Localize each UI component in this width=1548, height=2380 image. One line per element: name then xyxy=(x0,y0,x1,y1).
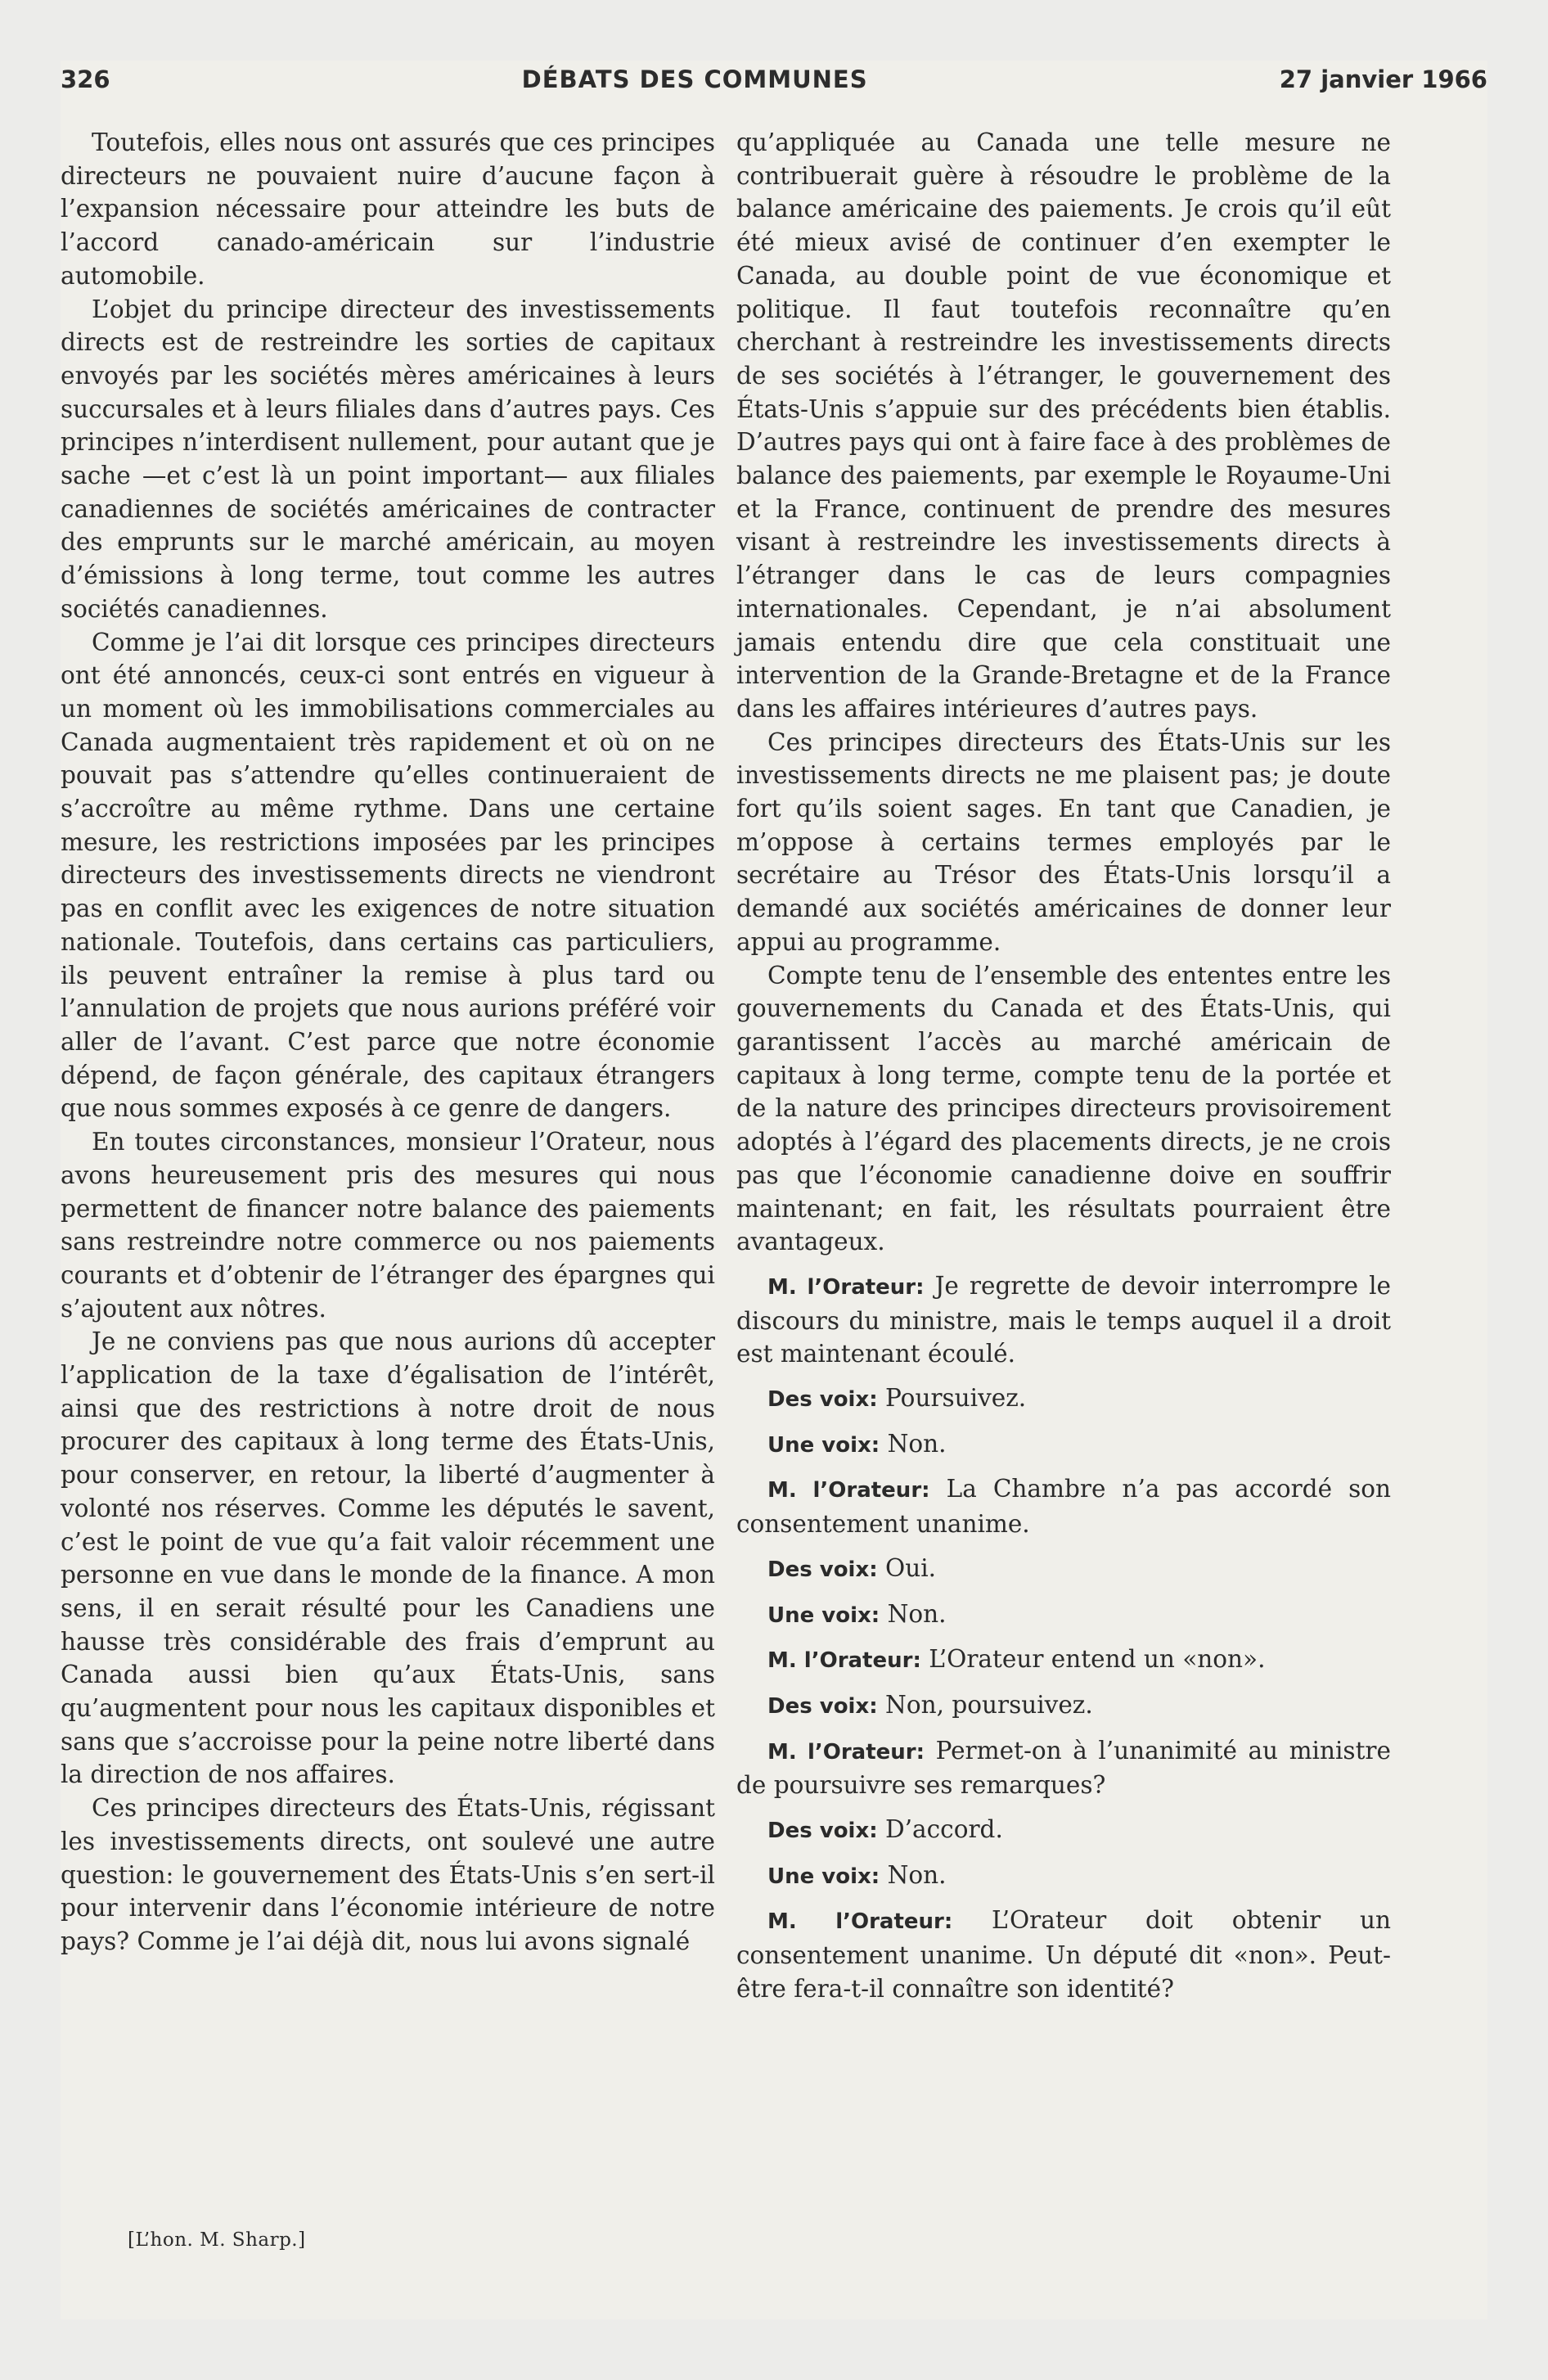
paragraph: Ces principes directeurs des États-Unis, régissant les investissements directs, ont soulevé une autre question: le gouvernement des États-Unis s’en sert-il pour intervenir dans l’économie intérieure de notre pays? Comme je l’ai déjà dit, nous lui avons signalé xyxy=(61,1794,715,1955)
speaker-label: Une voix: xyxy=(767,1432,880,1458)
speaker-label: M. l’Orateur: xyxy=(767,1648,921,1674)
speech-text: L’Orateur entend un «non». xyxy=(929,1645,1266,1674)
speaker-label: M. l’Orateur: xyxy=(767,1274,925,1300)
paragraph: Compte tenu de l’ensemble des ententes entre les gouvernements du Canada et des États-Unis, qui garantissent l’accès au marché américain de capitaux à long terme, compte tenu de la portée et de la nature des principes directeurs provisoirement adoptés à l’égard des placements directs, je ne crois pas que l’économie canadienne doive en souffrir maintenant; en fait, les résultats pourraient être avantageux. xyxy=(736,961,1391,1256)
speech-text: Oui. xyxy=(885,1553,937,1582)
publication-title: DÉBATS DES COMMUNES xyxy=(521,65,868,93)
exchange xyxy=(736,1813,1391,1848)
speaker-label: Des voix: xyxy=(767,1557,878,1582)
speaker-label: M. l’Orateur: xyxy=(767,1909,953,1935)
exchange xyxy=(736,1552,1391,1587)
speech-text: Poursuivez. xyxy=(885,1384,1027,1413)
speaker-label: Une voix: xyxy=(767,1864,880,1889)
paragraph: Comme je l’ai dit lorsque ces principes directeurs ont été annoncés, ceux-ci sont entrés en vigueur à un moment où les immobilisations commerciales au Canada augmentaient très rapidement et où on ne pouvait pas s’attendre qu’elles continueraient de s’accroître au même rythme. Dans une certaine mesure, les restrictions imposées par les principes directeurs des investissements directs ne viendront pas en conflit avec les exigences de notre situation nationale. Toutefois, dans certains cas particuliers, ils peuvent entraîner la remise à plus tard ou l’annulation de projets que nous aurions préféré voir aller de l’avant. C’est parce que notre économie dépend, de façon générale, des capitaux étrangers que nous sommes exposés à ce genre de dangers. xyxy=(61,628,715,1123)
left-column xyxy=(61,126,715,1959)
exchange xyxy=(736,1734,1391,1802)
exchange xyxy=(736,1427,1391,1463)
exchange xyxy=(736,1269,1391,1371)
speaker-label: Des voix: xyxy=(767,1819,878,1844)
exchange xyxy=(736,1598,1391,1633)
paragraph: Toutefois, elles nous ont assurés que ces principes directeurs ne pouvaient nuire d’aucune façon à l’expansion nécessaire pour atteindre les buts de l’accord canado-américain sur l’industrie automobile. xyxy=(61,128,715,290)
speech-text: D’accord. xyxy=(885,1815,1003,1844)
exchange xyxy=(736,1643,1391,1678)
exchange xyxy=(736,1688,1391,1724)
right-column xyxy=(736,126,1391,2006)
speech-text: Non. xyxy=(887,1860,947,1889)
exchange xyxy=(736,1382,1391,1417)
page-date: 27 janvier 1966 xyxy=(1279,65,1487,93)
speech-text: Je regrette de devoir interrompre le discours du ministre, mais le temps auquel il a droit est maintenant écoulé. xyxy=(736,1271,1391,1368)
speaker-label: Des voix: xyxy=(767,1693,878,1719)
paragraph: En toutes circonstances, monsieur l’Orateur, nous avons heureusement pris des mesures qui nous permettent de financer notre balance des paiements sans restreindre notre commerce ou nos paiements courants et d’obtenir de l’étranger des épargnes qui s’ajoutent aux nôtres. xyxy=(61,1128,715,1323)
speech-text: Non, poursuivez. xyxy=(885,1690,1093,1719)
speaker-label: M. l’Orateur: xyxy=(767,1739,925,1765)
speaker-label: Des voix: xyxy=(767,1387,878,1413)
paragraph: L’objet du principe directeur des investissements directs est de restreindre les sorties de capitaux envoyés par les sociétés mères américaines à leurs succursales et à leurs filiales dans d’autres pays. Ces principes n’interdisent nullement, pour autant que je sache —et c’est là un point important— aux filiales canadiennes de sociétés américaines de contracter des emprunts sur le marché américain, au moyen d’émissions à long terme, tout comme les autres sociétés canadiennes. xyxy=(61,295,715,623)
speech-text: Non. xyxy=(887,1599,947,1628)
speaker-label: M. l’Orateur: xyxy=(767,1478,930,1503)
exchange xyxy=(736,1859,1391,1894)
paragraph: Je ne conviens pas que nous aurions dû accepter l’application de la taxe d’égalisation de l’intérêt, ainsi que des restrictions à notre droit de nous procurer des capitaux à long terme des États-Unis, pour conserver, en retour, la liberté d’augmenter à volonté nos réserves. Comme les députés le savent, c’est le point de vue qu’a fait valoir récemment une personne en vue dans le monde de la finance. A mon sens, il en serait résulté pour les Canadiens une hausse très considérable des frais d’emprunt au Canada aussi bien qu’aux États-Unis, sans qu’augmentent pour nous les capitaux disponibles et sans que s’accroisse pour la peine notre liberté dans la direction de nos affaires. xyxy=(61,1327,715,1789)
speech-text: Non. xyxy=(887,1429,947,1458)
page-header xyxy=(61,65,1487,93)
paragraph: Ces principes directeurs des États-Unis sur les investissements directs ne me plaisent pas; je doute fort qu’ils soient sages. En tant que Canadien, je m’oppose à certains termes employés par le secrétaire au Trésor des États-Unis lorsqu’il a demandé aux sociétés américaines de donner leur appui au programme. xyxy=(736,728,1391,956)
speech-text: La Chambre n’a pas accordé son consentement unanime. xyxy=(736,1475,1391,1539)
speaker-label: Une voix: xyxy=(767,1602,880,1628)
speech-text: Permet-on à l’unanimité au ministre de poursuivre ses remarques? xyxy=(736,1736,1391,1800)
exchange xyxy=(736,1472,1391,1540)
page-number: 326 xyxy=(61,65,110,93)
speaker-attribution: [L’hon. M. Sharp.] xyxy=(128,2229,306,2251)
speech-text: L’Orateur doit obtenir un consentement unanime. Un député dit «non». Peut-être fera-t-il connaître son identité? xyxy=(736,1906,1391,2003)
exchange xyxy=(736,1904,1391,2005)
paragraph: qu’appliquée au Canada une telle mesure ne contribuerait guère à résoudre le problème de la balance américaine des paiements. Je crois qu’il eût été mieux avisé de continuer d’en exempter le Canada, au double point de vue économique et politique. Il faut toutefois reconnaître qu’en cherchant à restreindre les investissements directs de ses sociétés à l’étranger, le gouvernement des États-Unis s’appuie sur des précédents bien établis. D’autres pays qui ont à faire face à des problèmes de balance des paiements, par exemple le Royaume-Uni et la France, continuent de prendre des mesures visant à restreindre les investissements directs à l’étranger dans le cas de leurs compagnies internationales. Cependant, je n’ai absolument jamais entendu dire que cela constituait une intervention de la Grande-Bretagne et de la France dans les affaires intérieures d’autres pays. xyxy=(736,128,1391,723)
